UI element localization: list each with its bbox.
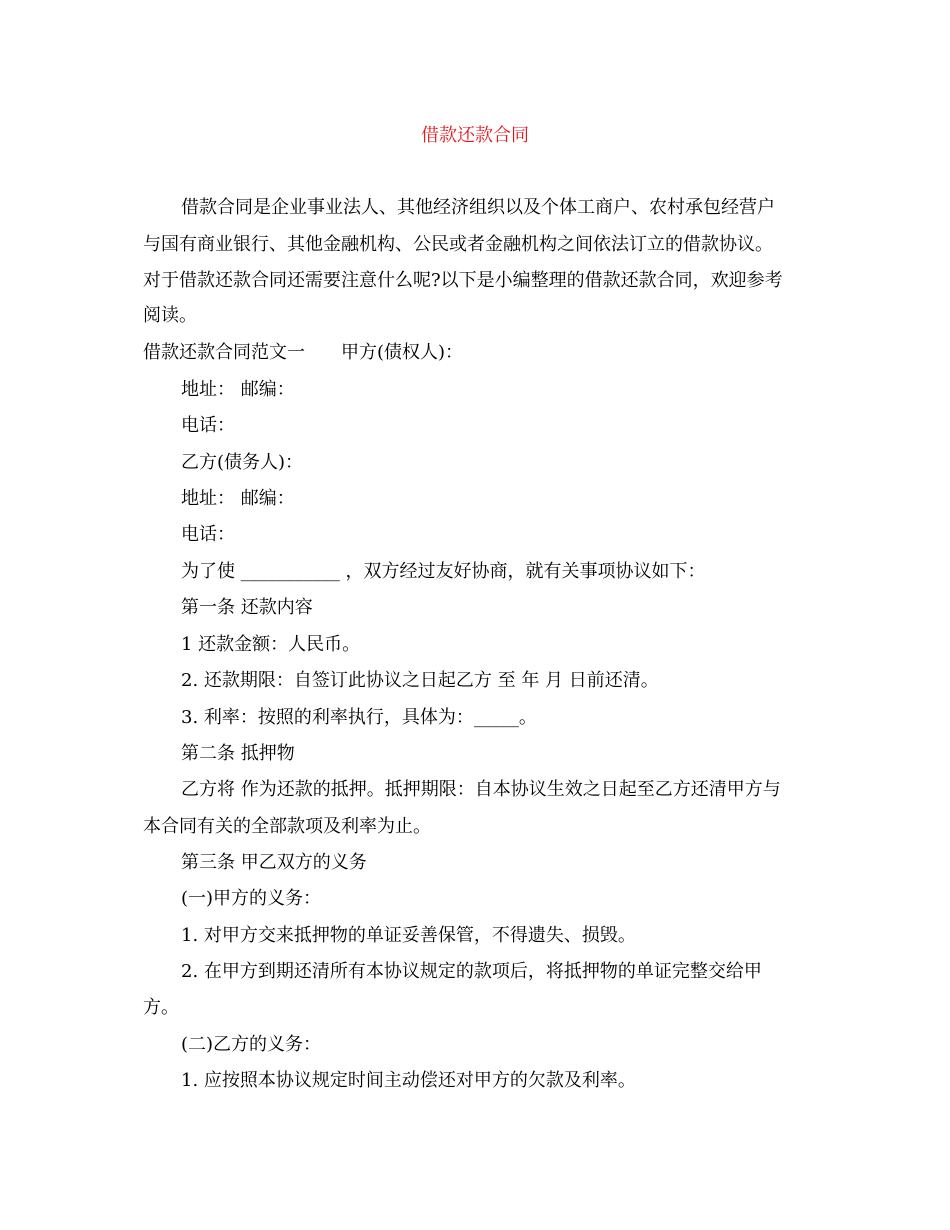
article2-title: 第二条 抵押物 xyxy=(181,743,295,764)
party-a-duty2-line-1: 2. 在甲方到期还清所有本协议规定的款项后，将抵押物的单证完整交给甲 xyxy=(181,961,762,982)
party-b-duties-title: (二)乙方的义务： xyxy=(181,1034,322,1055)
article1-item1: 1 还款金额：人民币。 xyxy=(181,634,361,655)
party-a-phone: 电话： xyxy=(181,415,235,436)
intro-line-2: 与国有商业银行、其他金融机构、公民或者金融机构之间依法订立的借款协议。 xyxy=(143,234,773,255)
article2-text-line-1: 乙方将 作为还款的抵押。抵押期限：自本协议生效之日起至乙方还清甲方与 xyxy=(181,779,781,800)
article2-text-line-2: 本合同有关的全部款项及利率为止。 xyxy=(143,816,431,837)
party-b-phone: 电话： xyxy=(181,524,235,545)
intro-line-3: 对于借款还款合同还需要注意什么呢?以下是小编整理的借款还款合同，欢迎参考 xyxy=(143,270,783,291)
article1-title: 第一条 还款内容 xyxy=(181,597,313,618)
party-a-duties-title: (一)甲方的义务： xyxy=(181,888,322,909)
article1-item3: 3. 利率：按照的利率执行，具体为：_____。 xyxy=(181,707,537,728)
intro-line-1: 借款合同是企业事业法人、其他经济组织以及个体工商户、农村承包经营户 xyxy=(181,197,775,218)
party-b-label: 乙方(债务人)： xyxy=(181,452,304,473)
party-a-duty1: 1. 对甲方交来抵押物的单证妥善保管，不得遗失、损毁。 xyxy=(181,925,636,946)
sample-heading: 借款还款合同范文一 xyxy=(143,342,305,363)
party-b-duty1: 1. 应按照本协议规定时间主动偿还对甲方的欠款及利率。 xyxy=(181,1070,636,1091)
party-a-duty2-line-2: 方。 xyxy=(143,997,179,1018)
party-a-label: 甲方(债权人)： xyxy=(341,342,464,363)
sample-heading-line xyxy=(143,341,463,365)
party-a-address: 地址： 邮编： xyxy=(181,379,295,400)
article3-title: 第三条 甲乙双方的义务 xyxy=(181,852,367,873)
intro-line-4: 阅读。 xyxy=(143,305,197,326)
article1-item2: 2. 还款期限：自签订此协议之日起乙方 至 年 月 日前还清。 xyxy=(181,670,659,691)
document-title: 借款还款合同 xyxy=(421,125,529,146)
party-b-address: 地址： 邮编： xyxy=(181,488,295,509)
preamble: 为了使 ___________ ，双方经过友好协商，就有关事项协议如下： xyxy=(181,561,706,582)
